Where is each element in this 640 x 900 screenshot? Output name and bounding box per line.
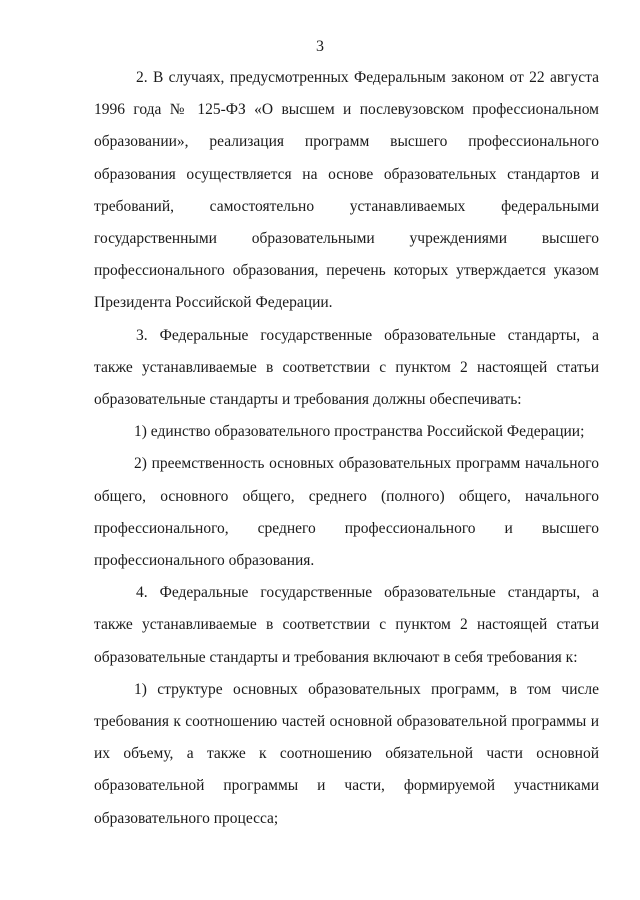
paragraph-clause-2: 2. В случаях, предусмотренных Федеральным законом от 22 августа 1996 года № 125-ФЗ «О высшем и послевузовском профессиональном образовании», реализация программ высшего профессионального образования осуществляется на основе образовательных стандартов и требований, самостоятельно устанавливаемых федеральными государственными образовательными учреждениями высшего профессионального образования, перечень которых утверждается указом Президента Российской Федерации. <box>94 69 599 312</box>
list-item-clause-3-2: 2) преемственность основных образовательных программ начального общего, основного общего, среднего (полного) общего, начального профессионального, среднего профессионального и высшего профессионального образования. <box>94 455 599 570</box>
page-number: 3 <box>316 38 324 55</box>
list-item-clause-4-1: 1) структуре основных образовательных программ, в том числе требования к соотношению частей основной образовательной программы и их объему, а также к соотношению обязательной части основной образовательной программы и части, формируемой участниками образовательного процесса; <box>94 680 599 827</box>
paragraph-clause-3: 3. Федеральные государственные образовательные стандарты, а также устанавливаемые в соответствии с пунктом 2 настоящей статьи образовательные стандарты и требования должны обеспечивать: <box>94 326 599 409</box>
list-item-clause-3-1: 1) единство образовательного пространства Российской Федерации; <box>134 423 585 441</box>
paragraph-clause-4: 4. Федеральные государственные образовательные стандарты, а также устанавливаемые в соответствии с пунктом 2 настоящей статьи образовательные стандарты и требования включают в себя требования к: <box>94 584 599 666</box>
document-body <box>94 62 599 835</box>
